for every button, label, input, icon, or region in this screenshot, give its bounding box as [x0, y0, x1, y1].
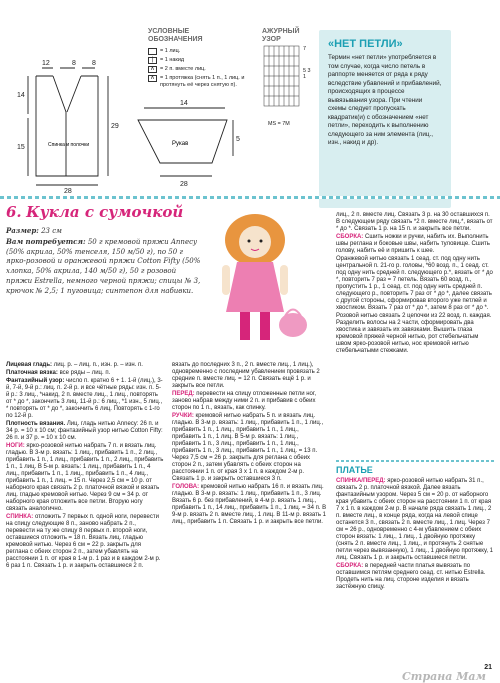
col3-item: лиц., 2 п. вместе лиц. Связать 3 р. на 30 оставшихся п. В следующем ряду связать *2 п. вместе лиц.*, вязать от * до *. Связать 1 р. на 15 п. и закрыть все петли.	[336, 212, 493, 232]
size-label: Размер:	[6, 226, 39, 235]
col3-item: Оранжевой нитью связать 1 сеад. ст. под одну нить центральной п. 21-го р. головы, *60 возд. п., 1 сеад. ст. под одну нить средней п. следующего р.*, вязать от * до *, повторить 7 раз = 7 петель. Вязать 60 возд. п., пропустить 1 р., 1 сеад. ст. под одну нить средней п. следующего р., повторить 7 раз от * до *, далее связать с другой стороны, сформировав второго уже петлей и хвостиком. Вязать 7 раз от * до *, затем 8 раз от * до *.	[336, 256, 493, 311]
dim-5: 5	[236, 136, 240, 143]
info-box-text: Термин «нет петли» употребляется в том случае, когда число петель в раппорте меняется от ряда к ряду вследствие убавлений и прибавлений, происходящих в процессе вывязывания узора. При чтении схемы следует пропускать квадратик(и) с обозначением «нет петли», переходить к выполнению следующего за ним элемента (лиц., изн., накид и др).	[328, 54, 442, 146]
lace-title-1: АЖУРНЫЙ	[262, 28, 300, 35]
legend-item-ssk: ∧ = 1 протяжка (снять 1 п., 1 лиц. и протянуть её через снятую п).	[148, 75, 248, 88]
legend-item-yarnover: | = 1 накид	[148, 57, 248, 64]
legend-title-1: УСЛОВНЫЕ	[148, 28, 190, 35]
intro	[6, 226, 202, 297]
legend	[148, 28, 248, 90]
col1-item: Платочная вязка: все ряды – лиц. п.	[6, 370, 111, 376]
dim-14: 14	[17, 92, 25, 99]
column-3	[336, 212, 494, 356]
dim-15: 15	[17, 144, 25, 151]
col1-item: Фантазийный узор: число п. кратно 6 + 1. 1-й (лиц.), 3-й, 7-й, 9-й р.: лиц. п. 2-й р. и все чётные ряды: изн. п. 5-й р.: 3 лиц., *накид, 2 п. вместе лиц., 1 лиц., повторять от * до *, закончить 3 лиц. 11-й р.: 6 лиц., *1 изн., 5 лиц., * повторять от * до *, закончить 6 лиц. Повторять с 1-го по 12-й р.	[6, 378, 163, 419]
sleeve-bottom: 28	[180, 181, 188, 188]
col2-item: ГОЛОВА: кремовой нитью набрать 16 п. и вязать лиц. гладью. В 3-м р. вязать: 1 лиц., прибавить 1 п., 3 лиц. Вязать 6 р. без прибавлений, в 4-м р. вязать 1 лиц., прибавить 1 п., 14 лиц., прибавить 1 п., 1 лиц. = 34 п. В 9-м р. вязать 2 п. вместе лиц., 1 лиц. В 11-м р. вязать 1 лиц., прибавить 1 п. Связать 1 р. и закрыть все петли.	[172, 484, 327, 525]
col2-item: вязать до последних 3 п., 2 п. вместе лиц., 1 лиц.), одновременно с последним убавлением провязать 2 средние п. вместе лиц. = 12 п. Связать ещё 1 р. и закрыть все петли.	[172, 362, 320, 389]
watermark: Страна Мам	[402, 670, 486, 683]
cell-ssk-icon: ∧	[148, 75, 157, 82]
col3-item: Розовой нитью связать 2 цепочки из 22 возд. п. каждая. Разделить волосы на 2 части, сформировать два хвостика и завязать их завязками. Вышить глаза кремовой пряжей черной нитью, рот стебельчатым швом ярко-розовой нитью, нос кремовой нитью стебельчатыми стежками.	[336, 313, 492, 354]
dim-8b: 8	[92, 60, 96, 67]
dress-item: СБОРКА: в передней части платья вывязать по оставшимся петлям среднего сеад. ст. нитью Estrella. Продеть нить на лиц. стороне изделия и вязать застёжную спицу.	[336, 563, 486, 590]
col1-item: Лицевая гладь: лиц. р. – лиц. п., изн. р. – изн. п.	[6, 362, 143, 368]
sleeve-label: Рукав	[172, 141, 189, 147]
dress-item: СПИНКА/ПЕРЕД: ярко-розовой нитью набрать 31 п., связать 2 р. платочной вязкой. Далее вязать фантазийным узором. Через 5 см = 20 р. от наборного края убавить с обеих сторон на расстоянии 1 п. от края 7 х 1 п. в каждом 2-м р. В начале ряда связать 1 лиц., 2 п. вместе лиц., в конце ряда, когда на левой спице останется 3 п., связать 2 п. вместе лиц., 1 лиц. Через 7 см = 26 р., одновременно с 4-м убавлением с обеих сторон вязать: 1 лиц., 1 лиц., 1 двойную протяжку (снять 2 п. вместе лиц., 1 лиц., и протянуть 2 снятые петли через вывязанную), 1 лиц., 1 двойную протяжку, 1 лиц. Связать 1 р. и закрыть оставшиеся петли.	[336, 478, 494, 561]
body-label: Спинка и полочки	[48, 142, 90, 148]
lace-title-2: УЗОР	[262, 36, 281, 43]
info-box	[319, 30, 451, 208]
decor-stripe-top	[0, 196, 500, 199]
legend-title-2: ОБОЗНАЧЕНИЯ	[148, 36, 203, 43]
dim-12: 12	[42, 60, 50, 67]
page-number: 21	[484, 664, 492, 671]
lace-ms: MS = 7M	[268, 121, 290, 127]
need-value: 50 г кремовой пряжи Annecy (50% акрила, 50% тенселя, 150 м/50 г), по 50 г ярко-розовой и оранжевой пряжи Cotton Fifty (50% хлопка, 50% акрила, 140 м/50 г), 50 г розовой пряжи Estrella, немного черной пряжи; спицы № 3, крючок № 2,5; 1 пуговица; синтепон для набивки.	[6, 237, 201, 295]
heading-number: 6.	[6, 203, 22, 221]
need-label: Вам потребуется:	[6, 236, 86, 246]
dress-rule	[336, 460, 494, 462]
dim-28: 28	[64, 188, 72, 193]
cell-empty-icon	[148, 48, 157, 55]
column-2	[172, 362, 328, 527]
doll-photo	[200, 200, 310, 350]
col1-item: НОГИ: ярко-розовой нитью набрать 7 п. и вязать лиц. гладью. В 3-м р. вязать: 1 лиц., прибавить 1 п., 2 лиц., прибавить 1 п., 1 лиц., прибавить 1 п., 2 лиц., прибавить 1 п., 1 лиц. В 5-м р. вязать: 1 лиц., прибавить 1 п., 4 лиц., прибавить 1 п., 1 лиц., прибавить 1 п., 4 лиц., прибавить 1 п., 1 лиц. = 15 п. Через 2,5 см = 10 р. от наборного края связать 2 р. платочной вязкой и вязать лиц. гладью кремовой нитью. Через 9 см = 34 р. от наборного края отложить все петли. Вторую ногу связать аналогично.	[6, 443, 164, 512]
legend-item-knit: = 1 лиц.	[148, 48, 248, 55]
cell-yarnover-icon: |	[148, 57, 157, 64]
dim-29: 29	[111, 123, 119, 130]
legend-item-k2tog: ∧ = 2 п. вместе лиц.	[148, 66, 248, 73]
info-box-title: «НЕТ ПЕТЛИ»	[328, 38, 403, 50]
col2-item: РУЧКИ: кремовой нитью набрать 5 п. и вязать лиц. гладью. В 3-м р. вязать: 1 лиц., прибавить 1 п., 1 лиц., прибавить 1 п., 1 лиц., прибавить 1 п., 1 лиц., прибавить 1 п., 1 лиц. В 5-м р. вязать: 1 лиц., прибавить 1 п., 3 лиц., прибавить 1 п., 1 лиц., прибавить 1 п., 3 лиц., прибавить 1 п., 1 лиц. = 13 п. Через 7,5 см = 26 р. закрыть для реглана с обеих сторон 2 п., затем убавлять с обеих сторон на расстоянии 1 п. от края 3 х 1 п. в каждом 2-м р. Связать 1 р. и закрыть оставшиеся 3 п.	[172, 413, 324, 482]
dim-8a: 8	[72, 60, 76, 67]
lace-chart	[262, 28, 312, 127]
column-1	[6, 362, 164, 571]
cell-k2tog-icon: ∧	[148, 66, 157, 73]
heading-title: Кукла с сумочкой	[26, 203, 184, 221]
section-heading	[6, 203, 183, 222]
lace-rows-bottom: 5 3 1	[303, 68, 311, 81]
size-value: 23 см	[41, 227, 62, 235]
dress-title: ПЛАТЬЕ	[336, 465, 373, 475]
col3-item: СБОРКА: Сшить ножки и ручки, набить их. Выполнить швы реглана и боковые швы, набить туловище. Сшить голову, набить её и пришить к шее.	[336, 234, 490, 254]
sleeve-top: 14	[180, 100, 188, 107]
lace-rows-top: 7	[303, 46, 306, 52]
col1-item: Плотность вязания. Лиц. гладь нитью Annecy: 26 п. и 34 р. = 10 х 10 см; фантазийный узор нитью Cotton Fifty: 26 п. и 37 р. = 10 х 10 см.	[6, 421, 163, 441]
col2-item: ПЕРЕД: перевести на спицу отложенные петли ног, заново набрав между ними 2 п. и прибавив с обеих сторон по 1 п., вязать, как спинку.	[172, 391, 317, 411]
col1-item: СПИНКА: отложить 7 первых п. одной ноги, перевести на спицу следующие 8 п., заново набрать 2 п., перевести на ту же спицу 8 первых п. второй ноги, оставшиеся отложить = 18 п. Вязать лиц. гладью кремовой нитью. Через 6 см = 22 р. закрыть для реглана с обеих сторон 2 п., затем убавлять на расстоянии 1 п. от края в 1-м р. 1 раз и в каждом 2-м р. 6 раз 1 п. Связать 1 р. и закрыть оставшиеся 2 п.	[6, 514, 161, 569]
dress-section	[336, 460, 494, 592]
